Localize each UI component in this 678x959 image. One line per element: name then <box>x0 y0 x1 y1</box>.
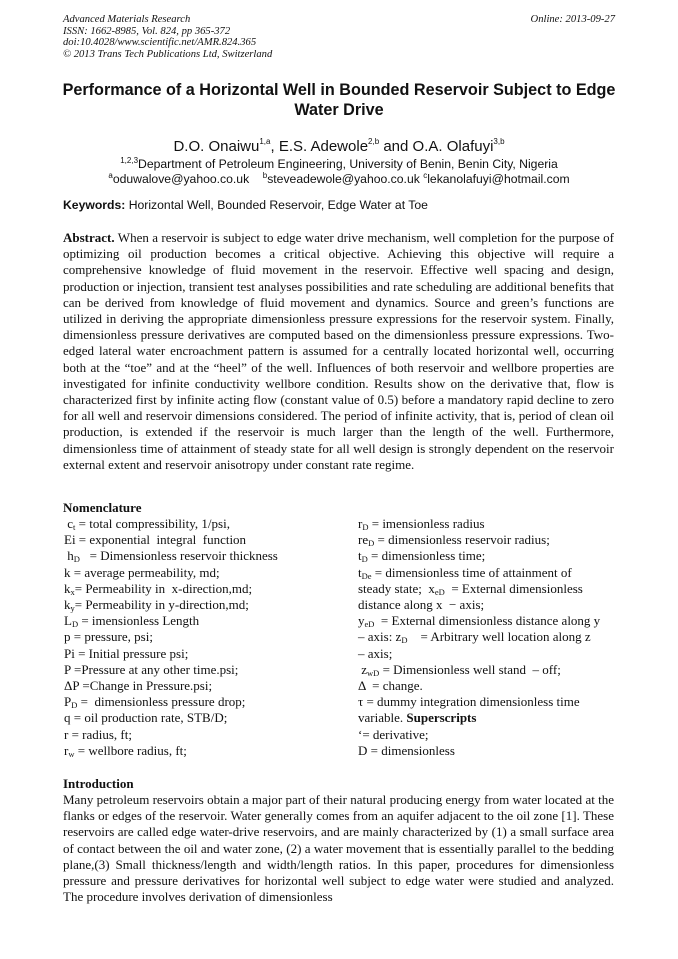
issn: ISSN: 1662-8985, Vol. 824, pp 365-372 <box>63 25 231 37</box>
nomenclature-entry <box>64 565 278 581</box>
nomenclature-entry <box>358 727 600 743</box>
entry-text: variable. <box>358 710 407 726</box>
author-name: O.A. Olafuyi <box>412 138 494 155</box>
entry-text: h <box>64 548 74 564</box>
nomenclature-entry <box>64 710 278 726</box>
subscript: y <box>70 603 75 614</box>
nomenclature-entry <box>64 613 278 629</box>
entry-text: = dimensionless pressure drop; <box>77 694 246 710</box>
nomenclature-entry <box>358 532 600 548</box>
nomenclature-entry <box>64 516 278 532</box>
entry-text: τ = dummy integration dimensionless time <box>358 694 580 710</box>
entry-text: = Permeability in x-direction,md; <box>74 580 253 596</box>
entry-text: – axis; <box>358 645 393 661</box>
subscript: D <box>362 522 369 532</box>
author-superscript: 3,b <box>493 137 505 146</box>
nomenclature-entry <box>64 597 278 613</box>
nomenclature-entry <box>358 516 600 532</box>
entry-text: = dimensionless time; <box>367 548 486 564</box>
entry-text: = External dimensionless distance along y <box>374 613 601 629</box>
abstract: Abstract. When a reservoir is subject to edge water drive mechanism, well completion for the purpose of optimizing oil production becomes a critical objective. Achieving this objective will require a comprehensive knowledge of fluid movement in the reservoir. Effective well spacing and design, production or injection, transient test analyses possibilities and rate scheduling are additional benefits that can be derived from knowledge of fluid movement and dynamics. Source and green’s functions are utilized in deriving the appropriate dimensionless pressure expressions for the reservoir system. Finally, dimensionless pressure derivatives are computed based on the dimensionless pressure expressions. Two-edged lateral water encroachment pattern is assumed for a centrally located horizontal well, occurring both at the “toe” and at the “heel” of the well. Influences of both reservoir and wellbore properties are investigated for infinite conductivity wellbore condition. Results show on the derivative that, flow is characterized first by infinite acting flow (constant value of 0.5) before a mandatory rapid decline to zero for all well and reservoir dimensions considered. The period of infinite activity, that is, period of clean oil production, is extended if the reservoir is much larger than the length of the well. Furthermore, dimensionless time of attainment of steady state for all well design is strongly dependent on the reservoir external extent and reservoir anisotropy under constant rate regime. <box>63 230 614 472</box>
nomenclature-heading: Nomenclature <box>63 500 142 515</box>
doi: doi:10.4028/www.scientific.net/AMR.824.365 <box>63 37 257 48</box>
online-date: Online: 2013-09-27 <box>530 14 615 25</box>
entry-text: r <box>64 742 69 758</box>
entry-text: steady state; x <box>358 580 435 596</box>
entry-text: = Arbitrary well location along z <box>407 629 591 645</box>
emails <box>0 172 678 186</box>
keywords: Keywords: Horizontal Well, Bounded Reservoir, Edge Water at Toe <box>63 198 428 212</box>
introduction-heading: Introduction <box>63 776 134 791</box>
subscript: D <box>368 538 375 549</box>
paper-title: Performance of a Horizontal Well in Bounded Reservoir Subject to Edge Water Drive <box>62 81 616 119</box>
entry-text: t <box>358 564 362 580</box>
entry-text: P =Pressure at any other time.psi; <box>64 661 239 677</box>
nomenclature-entry <box>64 727 278 743</box>
nomenclature-entry <box>64 662 278 678</box>
keywords-label: Keywords: <box>63 198 126 212</box>
author-superscript: 1,a <box>259 137 271 146</box>
entry-text: = External dimensionless <box>444 580 583 596</box>
email-superscript: c <box>423 171 428 180</box>
email-gap <box>249 172 263 186</box>
author-separator: , <box>270 138 279 155</box>
email-superscript: a <box>108 171 113 180</box>
entry-text: = Dimensionless reservoir thickness <box>79 548 278 564</box>
entry-text: k = average permeability, md; <box>64 564 220 580</box>
nomenclature-entry <box>358 678 600 694</box>
entry-text: = imensionless Length <box>78 613 200 629</box>
entry-text: Δ = change. <box>358 678 423 694</box>
entry-text: D = dimensionless <box>358 742 455 758</box>
subscript: t <box>73 522 76 532</box>
subscript: x <box>70 586 75 597</box>
nomenclature-entry <box>358 597 600 613</box>
entry-text: q = oil production rate, STB/D; <box>64 710 228 726</box>
entry-text: Ei = exponential integral function <box>64 532 247 548</box>
email: steveadewole@yahoo.co.uk <box>267 172 420 186</box>
introduction-text: Many petroleum reservoirs obtain a major part of their natural producing energy from water located at the flanks or edges of the reservoir. Water generally comes from an aquifer adjacent to the oil zone [1]. These reservoirs are called edge water-drive reservoirs, and are mainly characterized by (1) a small surface area of contact between the oil and water zone, (2) a water movement that is essentially parallel to the bedding plane,(3) Small thickness/length and width/length ratios. In this paper, procedures for dimensionless pressure and pressure derivatives for horizontal well subject to edge water were studied and analyzed. The procedure involves derivation of dimensionless <box>63 792 614 905</box>
subscript: D <box>71 619 79 630</box>
entry-text: distance along x − axis; <box>358 597 485 613</box>
subscript: eD <box>364 619 375 630</box>
email: lekanolafuyi@hotmail.com <box>427 172 570 186</box>
authors <box>0 138 678 155</box>
copyright: © 2013 Trans Tech Publications Ltd, Switzerland <box>63 48 273 60</box>
entry-text: – axis: z <box>358 629 402 645</box>
journal-name: Advanced Materials Research <box>63 14 191 25</box>
nomenclature-entry <box>64 629 278 645</box>
author-superscript: 2,b <box>368 137 380 146</box>
entry-text: ΔP =Change in Pressure.psi; <box>64 678 213 694</box>
nomenclature-entry <box>358 710 600 726</box>
subscript: De <box>361 570 372 581</box>
entry-text: k <box>64 580 71 596</box>
nomenclature-entry <box>64 646 278 662</box>
journal-header <box>63 14 272 60</box>
nomenclature-entry <box>64 743 278 759</box>
entry-text: = dimensionless time of attainment of <box>371 564 572 580</box>
entry-text: r <box>358 516 363 531</box>
nomenclature-left <box>64 516 278 759</box>
abstract-label: Abstract. <box>63 230 115 245</box>
entry-text: z <box>358 661 368 677</box>
affiliation: $^{1,2,3}$Department of Petroleum Engineering, University of Benin, Benin City, Nigeria <box>120 156 558 171</box>
nomenclature-entry <box>358 694 600 710</box>
subscript: D <box>361 554 368 565</box>
subscript: w <box>68 748 75 759</box>
subscript: eD <box>434 586 445 597</box>
entry-text: = Dimensionless well stand – off; <box>379 661 561 677</box>
nomenclature-right <box>358 516 600 759</box>
subscript: D <box>401 635 408 646</box>
entry-text: = wellbore radius, ft; <box>74 742 187 758</box>
entry-text: Pi = Initial pressure psi; <box>64 645 189 661</box>
author-name: E.S. Adewole <box>278 138 369 155</box>
subscript: wD <box>367 667 380 678</box>
nomenclature-entry <box>64 694 278 710</box>
entry-text: y <box>358 613 365 629</box>
nomenclature-entry <box>64 548 278 564</box>
entry-text: L <box>64 613 72 629</box>
entry-text: p = pressure, psi; <box>64 629 153 645</box>
author-name: D.O. Onaiwu <box>173 138 260 155</box>
nomenclature-entry <box>358 662 600 678</box>
entry-text: k <box>64 597 71 613</box>
entry-text: t <box>358 548 362 564</box>
nomenclature-entry <box>358 613 600 629</box>
nomenclature-entry <box>358 581 600 597</box>
subscript: D <box>73 554 80 565</box>
nomenclature-entry <box>64 532 278 548</box>
entry-text: = dimensionless reservoir radius; <box>374 532 550 548</box>
entry-text: r = radius, ft; <box>64 726 132 742</box>
nomenclature-entry <box>358 565 600 581</box>
nomenclature-entry <box>358 743 600 759</box>
nomenclature-entry <box>358 646 600 662</box>
entry-text: = total compressibility, 1/psi, <box>75 516 230 531</box>
entry-text: re <box>358 532 369 548</box>
subscript: D <box>71 700 78 711</box>
nomenclature-entry <box>64 678 278 694</box>
nomenclature-entry <box>358 629 600 645</box>
entry-text: P <box>64 694 72 710</box>
nomenclature-entry <box>64 581 278 597</box>
email-superscript: b <box>262 171 268 180</box>
superscripts-heading: Superscripts <box>406 710 477 726</box>
nomenclature-entry <box>358 548 600 564</box>
entry-text: c <box>64 516 74 531</box>
entry-text: ‘= derivative; <box>358 726 429 742</box>
author-separator: and <box>379 138 413 155</box>
entry-text: = Permeability in y-direction,md; <box>74 597 249 613</box>
email: oduwalove@yahoo.co.uk <box>112 172 250 186</box>
entry-text: = imensionless radius <box>368 516 485 531</box>
